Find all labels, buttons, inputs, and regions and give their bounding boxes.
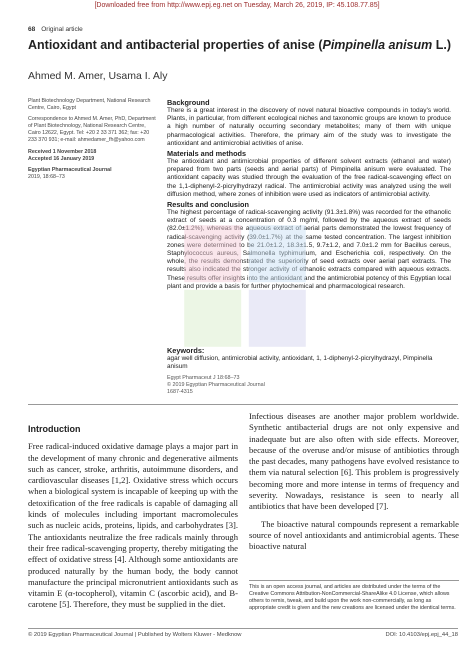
keywords-heading: Keywords: [167, 346, 205, 355]
paragraph-bioactive-compounds: The bioactive natural compounds represent a remarkable source of novel antioxidants and antimicrobial agents. These bioactive natural [249, 518, 459, 552]
page-header [28, 26, 83, 33]
right-column [249, 411, 459, 559]
section-divider [28, 404, 458, 405]
page-number: 68 [28, 26, 36, 33]
footer-divider [28, 628, 458, 629]
results-text: The highest percentage of radical-scavenging activity (91.3±1.8%) was recorded for the ethanolic extract of seeds at a concentration of 0.3 mg/ml, followed by the aqueous extract of seeds (82.0±1.2%), whereas the aqueous extract of aerial parts demonstrated the lowest frequency of radical-scavenging activity (39.0±1.7%) at the same tested concentration. The largest inhibition zones were determined to be 21.0±1.2, 18.3±1.5, 9.7±1.2, and 7.0±1.2 mm for Bacillus cereus, Staphylococcus aureus, Salmonella typhimurium, and Escherichia coli, respectively. On the whole, the results demonstrated the superiority of seed extracts over aerial part extracts. The results also indicated the stronger activity of ethanolic extracts compared with aqueous extracts. These results offer insights into the antioxidant and the antimicrobial potency of this Egyptian local plant and provide a basis for further phytochemical and pharmacological research. [167, 209, 451, 290]
received-date: Received 1 November 2018 [28, 148, 97, 155]
introduction-heading: Introduction [28, 424, 81, 434]
introduction-text: Free radical-induced oxidative damage plays a major part in the development of many chronic and degenerative ailments such as cancer, stroke, arthritis, autoimmune disorders, and cardiovascular diseases [1,2]. Oxidative stress which occurs when a biological system is incapable of keeping up with the detoxification of the free radicals is capable of damaging all kinds of molecules including important macromolecules such as nucleic acids, proteins, lipids, and carbohydrates [3]. The antioxidants neutralize the free radicals mainly through their free radical-scavenging property, thereby mitigating the effect of oxidative stress [4]. Although some antioxidants are produced naturally by the human body, the body cannot manufacture the principal micronutrient antioxidants such as vitamin E (α-tocopherol), vitamin C (ascorbic acid), and B-carotene [5]. Therefore, they must be supplied in the diet. [28, 441, 238, 610]
introduction-column [28, 424, 238, 611]
title-species: Pimpinella anisum [322, 38, 433, 52]
methods-text: The antioxidant and antimicrobial properties of different solvent extracts (ethanol and water) prepared from two parts (seeds and aerial parts) of Pimpinella anisum were evaluated. The antioxidant capacity was studied through the evaluation of the free radical-scavenging effect on the 1,1-diphenyl-2-picrylhydrazyl radical. The antimicrobial activity was analyzed using the well diffusion method, where zones of inhibition were used as indicators of antimicrobial activity. [167, 158, 451, 198]
license-note: This is an open access journal, and articles are distributed under the terms of the Creative Commons Attribution-NonCommercial-ShareAlike 4.0 License, which allows others to remix, tweak, and build upon the work non-commercially, as long as appropriate credit is given and the new creations are licensed under the identical terms. [249, 580, 459, 612]
page-footer [28, 632, 458, 638]
journal-volume: 2019, 18:68–73 [28, 173, 65, 180]
dates [28, 149, 156, 163]
watermark-square-violet [249, 290, 306, 347]
download-notice: [Downloaded free from http://www.epj.eg.net on Tuesday, March 26, 2019, IP: 45.108.77.85] [94, 2, 380, 9]
correspondence: Correspondence to Ahmed M. Amer, PhD, Department of Plant Biotechnology, National Research Centre, Cairo 12622, Egypt. Tel: +20 2 33 371 362; fax: +20 233 370 931; e-mail: ahmedamer_fh@yahoo.com [28, 116, 156, 144]
affiliation: Plant Biotechnology Department, National Research Centre, Cairo, Egypt [28, 98, 151, 112]
paragraph-infectious-diseases: Infectious diseases are another major problem worldwide. Synthetic antibacterial drugs are not only expensive and inadequate but are also often with side effects. Moreover, because of the overuse and/or misuse of antibiotics through the past decades, many pathogens have evolved resistance to them via natural selection [6]. This problem is progressively becoming more and more intense in terms of frequency and severity. Nowadays, resistance is seen to nearly all antibiotics that have been developed [7]. [249, 411, 459, 512]
footer-doi: DOI: 10.4103/epj.epj_44_18 [385, 632, 458, 638]
watermark-square-green [184, 290, 241, 347]
authors: Ahmed M. Amer, Usama I. Aly [28, 70, 168, 82]
journal-citation: Egypt Pharmaceut J 18:68–73 © 2019 Egyptian Pharmaceutical Journal 1687-4315 [167, 375, 265, 395]
article-title [28, 38, 458, 53]
affiliation-block [28, 98, 156, 185]
background-heading: Background [167, 98, 210, 107]
methods-heading: Materials and methods [167, 149, 247, 159]
background-text: There is a great interest in the discovery of novel natural bioactive compounds in today's world. Plants, in particular, from different ecological niches and taxonomic groups are known to produce a high number of naturally occurring secondary metabolites; many of them with unique pharmacological activities. Therefore, the primary aim of the study was to investigate the antioxidant and antimicrobial activities of anise. [167, 107, 451, 147]
results-heading: Results and conclusion [167, 200, 249, 210]
journal-name: Egyptian Pharmaceutical Journal [28, 166, 112, 173]
title-end: L.) [432, 38, 452, 52]
abstract [167, 98, 451, 292]
footer-copyright: © 2019 Egyptian Pharmaceutical Journal | Published by Wolters Kluwer - Medknow [28, 632, 242, 638]
keywords-text: agar well diffusion, antimicrobial activity, antioxidant, 1, 1-diphenyl-2-picrylhydrazyl, Pimpinella anisum [167, 355, 433, 370]
accepted-date: Accepted 16 January 2019 [28, 155, 95, 162]
keywords-block [167, 347, 451, 396]
title-main: Antioxidant and antibacterial properties of anise ( [28, 38, 323, 52]
article-type: Original article [41, 26, 83, 33]
